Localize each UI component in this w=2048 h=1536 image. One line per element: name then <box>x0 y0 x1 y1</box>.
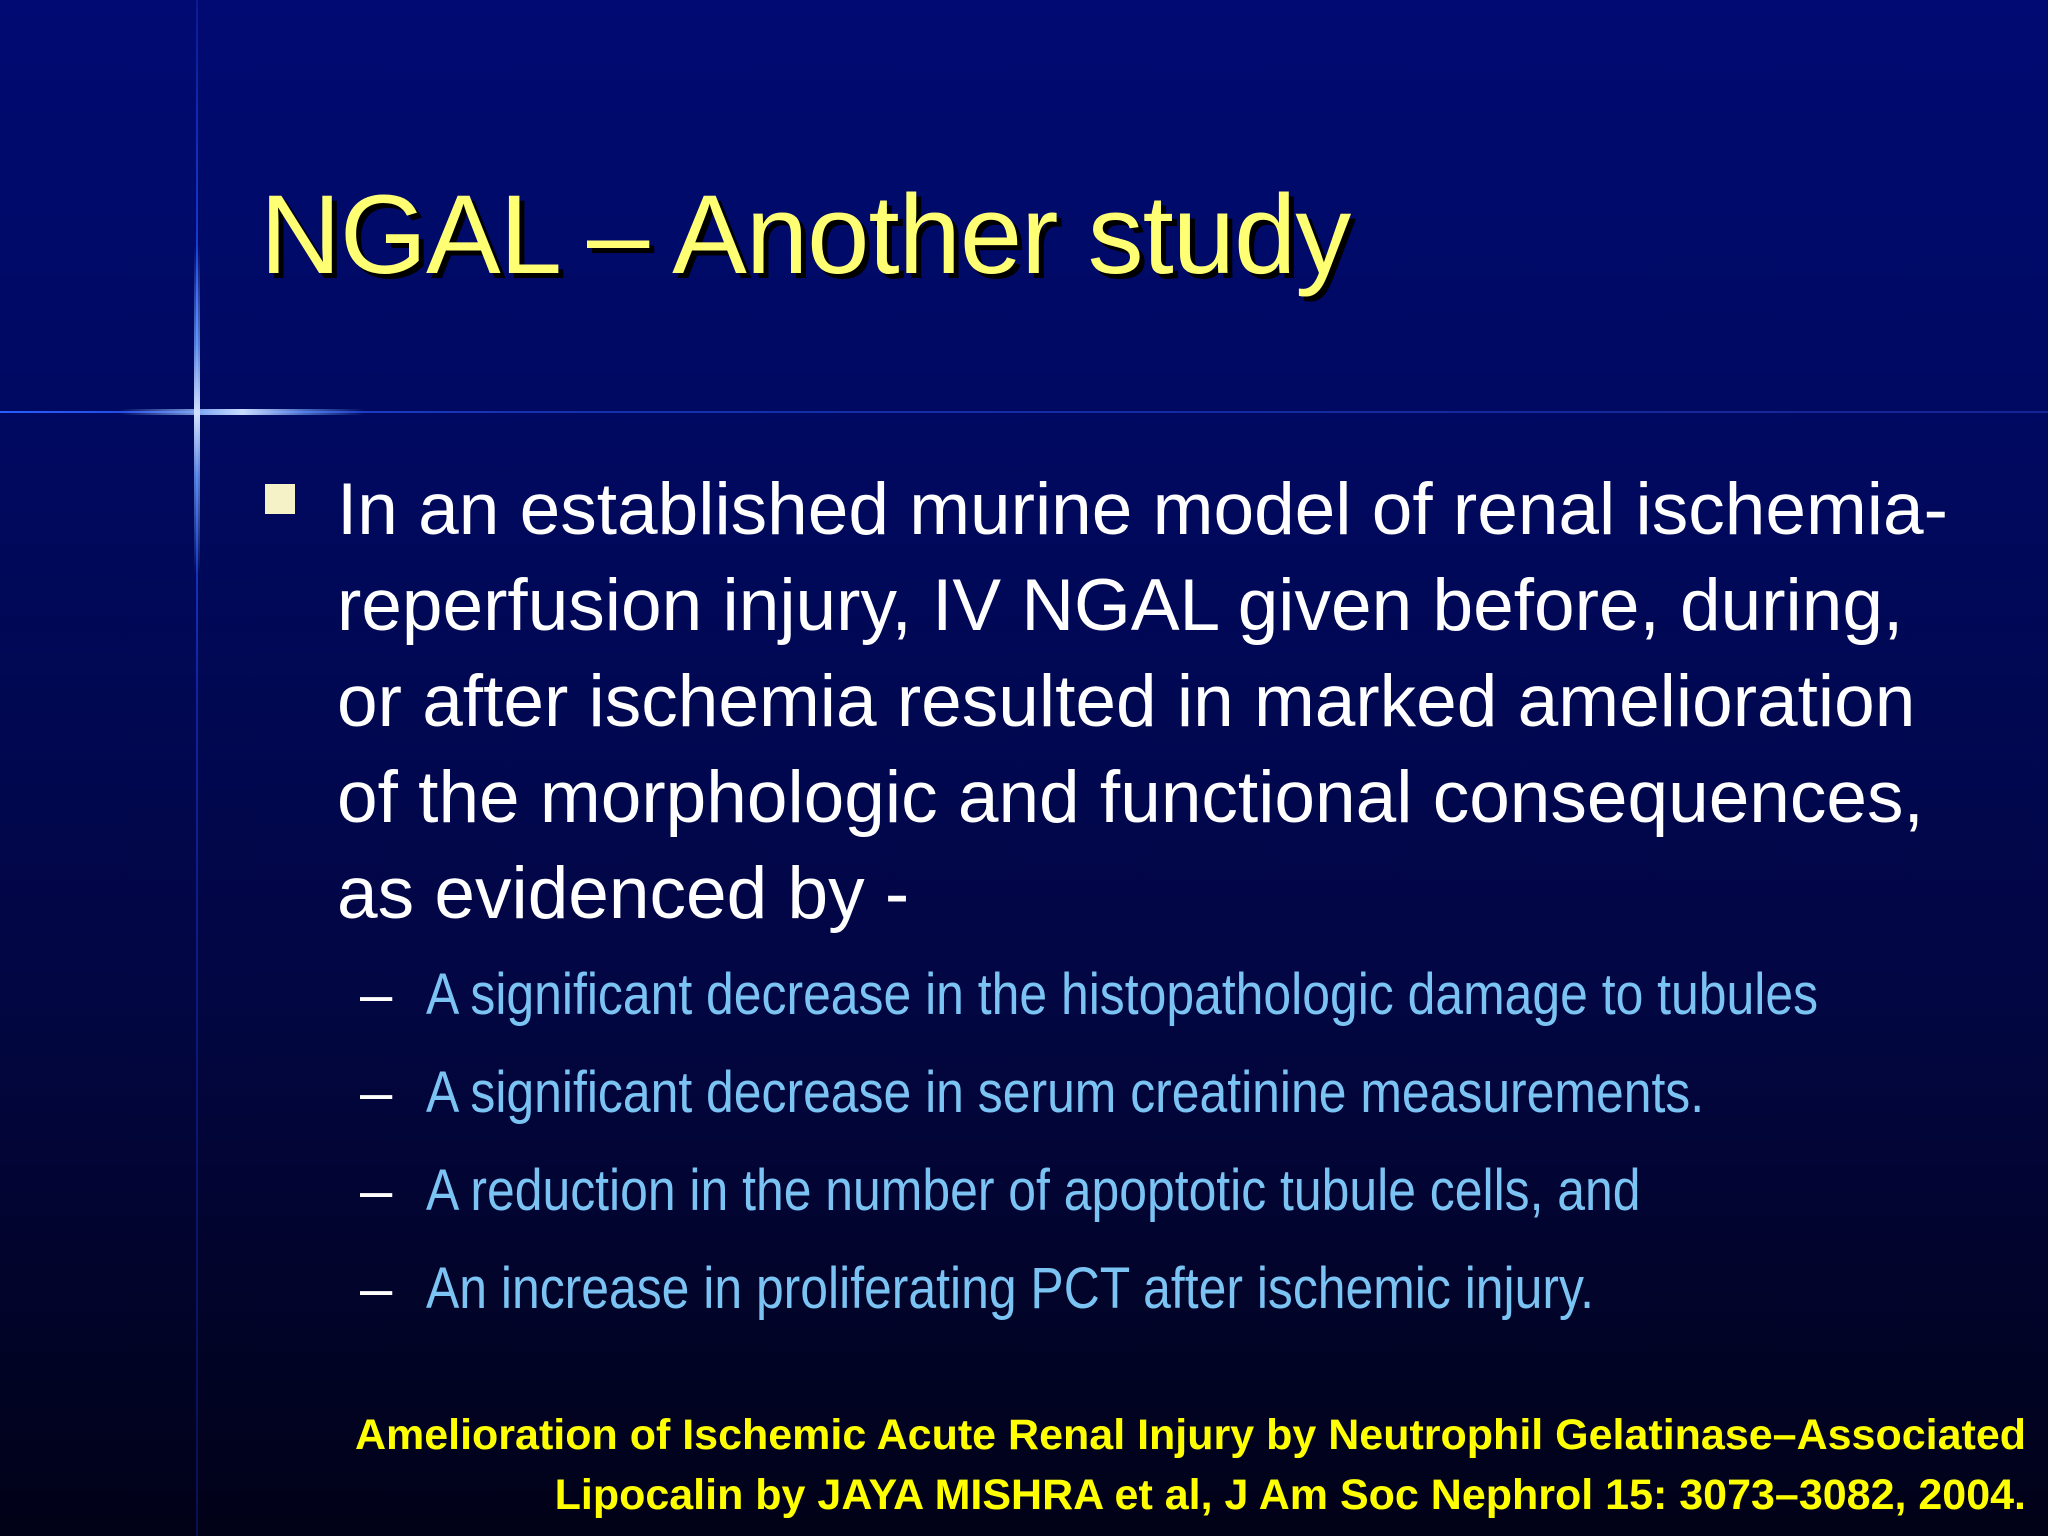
crosshair-glow-vertical <box>194 245 200 575</box>
dash-bullet-icon: – <box>360 1060 393 1125</box>
crosshair-glow-horizontal <box>120 409 365 415</box>
citation <box>355 1405 2026 1525</box>
sub-bullet-text: A reduction in the number of apoptotic tubule cells, and <box>426 1158 1641 1223</box>
citation-line-1: Amelioration of Ischemic Acute Renal Injury by Neutrophil Gelatinase–Associated <box>354 1411 2026 1459</box>
dash-bullet-icon: – <box>360 1256 393 1321</box>
sub-bullet-text: A significant decrease in the histopathologic damage to tubules <box>426 962 1819 1027</box>
dash-bullet-icon: – <box>360 1158 393 1223</box>
dash-bullet-icon: – <box>360 962 393 1027</box>
square-bullet-icon <box>265 484 295 514</box>
vertical-accent-line <box>196 0 198 1536</box>
sub-bullet-text: An increase in proliferating PCT after ischemic injury. <box>426 1256 1595 1321</box>
citation-line-2: Lipocalin by JAYA MISHRA et al, J Am Soc Nephrol 15: 3073–3082, 2004. <box>554 1471 2026 1519</box>
slide-title: NGAL – Another study <box>260 172 1351 297</box>
sub-bullet-text: A significant decrease in serum creatinine measurements. <box>426 1060 1705 1125</box>
main-bullet-text: In an established murine model of renal ischemia-reperfusion injury, IV NGAL given before, during, or after ischemia resulted in marked amelioration of the morphologic and functional consequences, as evidenced by - <box>337 469 1948 934</box>
